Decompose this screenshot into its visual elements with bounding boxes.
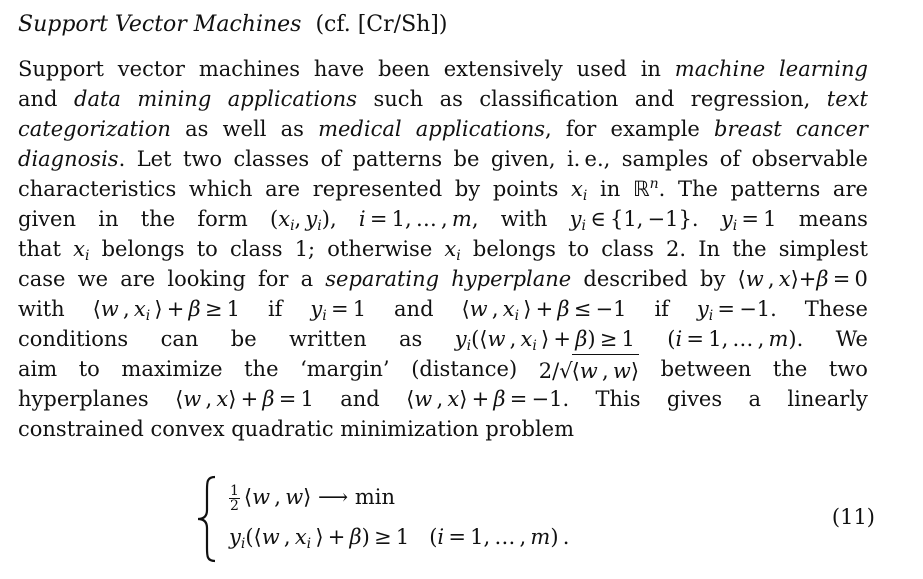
fraction-one-half: $\frac{1}{2}$ [230, 483, 239, 514]
section-citation: (cf. [Cr/Sh]) [315, 12, 448, 37]
left-brace-icon [195, 474, 219, 564]
paragraph-line: characteristics which are represented by points $x_i$ in ℝ$^n$. The patterns are [18, 176, 868, 204]
equation-line-constraint: $y_i(⟨w$ , $x_i$ ⟩ + β) ≥ 1 (i = 1, … , m) . [229, 525, 570, 552]
paragraph-line: categorization as well as medical applications, for example breast cancer [18, 117, 868, 141]
paragraph-line: Support vector machines have been extensively used in machine learning [18, 57, 868, 81]
paragraph-line: that $x_i$ belongs to class 1; otherwise $x_i$ belongs to class 2. In the simplest [18, 237, 868, 264]
display-equation [195, 474, 875, 564]
paragraph-line: conditions can be written as $y_i(⟨w$ , $x_i$ ⟩ + β) ≥ 1 (i = 1, … , m). We [18, 327, 868, 354]
paragraph-line: hyperplanes ⟨w , x⟩ + β = 1 and ⟨w , x⟩ + β = −1. This gives a linearly [18, 387, 868, 411]
section-title: Support Vector Machines [18, 12, 302, 37]
paragraph-line: constrained convex quadratic minimization problem [18, 417, 575, 441]
section-heading [18, 9, 447, 41]
paragraph-line: given in the form ($x_i$, $y_i$), i = 1, … , m, with $y_i$ ∈ {1, −1}. $y_i = 1$ means [18, 207, 868, 234]
body-paragraph [18, 54, 868, 444]
paragraph-line: case we are looking for a separating hyperplane described by ⟨w , x⟩+β = 0 [18, 267, 868, 291]
equation-number: (11) [831, 505, 875, 529]
equation-line-objective: $\frac{1}{2}$ ⟨w , w⟩ ⟶ min [230, 483, 395, 514]
paragraph-line: aim to maximize the ‘margin’ (distance) 2/√⟨w , w⟩ between the two [18, 354, 868, 384]
paragraph-line: and data mining applications such as classification and regression, text [18, 87, 868, 111]
paragraph-line: with ⟨w , $x_i$ ⟩ + β ≥ 1 if $y_i = 1$ and ⟨w , $x_i$ ⟩ + β ≤ −1 if $y_i = -1$. These [18, 297, 868, 324]
paragraph-line: diagnosis. Let two classes of patterns be given, i. e., samples of observable [18, 147, 868, 171]
